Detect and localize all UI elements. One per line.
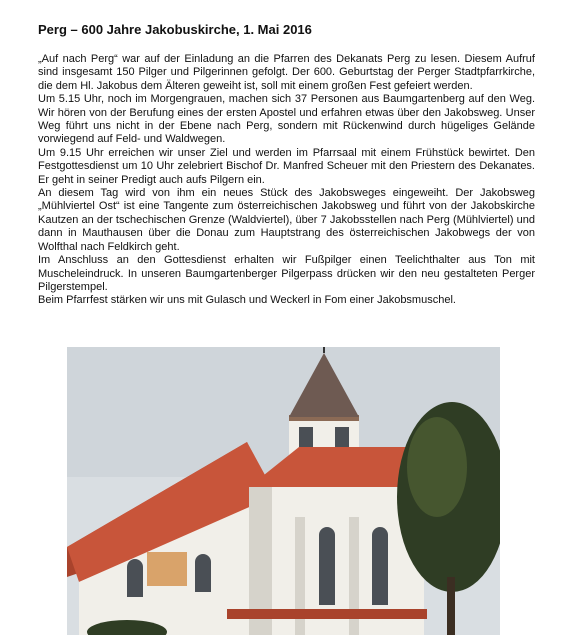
church-window — [127, 559, 143, 597]
church-photo — [67, 347, 500, 635]
paragraph: Beim Pfarrfest stärken wir uns mit Gulasch und Weckerl in Fom einer Jakobsmuschel. — [38, 294, 456, 307]
church-window — [195, 554, 211, 592]
church-window — [372, 527, 388, 605]
paragraph: Um 9.15 Uhr erreichen wir unser Ziel und werden im Pfarrsaal mit einem Frühstück bewirtet. Den Festgottesdienst um 10 Uhr zelebriert Bischof Dr. Manfred Scheuer mit den Priestern des Dekanates. Er geht in seiner Predigt auch aufs Pilgern ein. — [38, 146, 535, 186]
paragraph: „Auf nach Perg“ war auf der Einladung an die Pfarren des Dekanats Perg zu lesen. Diesem Aufruf sind insgesamt 150 Pilger und Pilgerinnen gefolgt. Der 600. Geburtstag der Perger Stadtpfarrkirche, die dem Hl. Jakobus dem Älteren geweiht ist, soll mit einem großen Fest gefeiert werden. — [38, 53, 535, 92]
tree-crown-light — [407, 417, 467, 517]
sundial-painting — [147, 552, 187, 586]
tower-window — [335, 427, 349, 449]
document-body — [38, 53, 535, 308]
paragraph: Im Anschluss an den Gottesdienst erhalten wir Fußpilger einen Teelichthalter aus Ton mit Muscheleindruck. In unseren Baumgartenberger Pilgerpass drücken wir den neu gestalteten Perger Pilgerstempel. — [38, 254, 535, 293]
document-title: Perg – 600 Jahre Jakobuskirche, 1. Mai 2016 — [38, 22, 312, 37]
tower-window — [299, 427, 313, 449]
porch-roof — [227, 609, 427, 619]
paragraph: An diesem Tag wird von ihm ein neues Stück des Jakobsweges eingeweiht. Der Jakobsweg „Mühlviertel Ost“ ist eine Tangente zum österreichischen Jakobsweg und führt von der Jakobskirche Kautzen an der tschechischen Grenze (Waldviertel), über 7 Jakobsstellen nach Perg (Mühlviertel) und dann in Mauthausen über die Donau zum Hauptstrang des österreichischen Jakobwegs der von Wolfthal nach Feldkirch geht. — [38, 187, 535, 253]
church-illustration — [67, 347, 500, 635]
paragraph: Um 5.15 Uhr, noch im Morgengrauen, machen sich 37 Personen aus Baumgartenberg auf den Weg. Wir hören von der Berufung eines der ersten Apostel und erfahren etwas über den Jakobsweg. Unser Weg führt uns nicht in der Ebene nach Perg, sondern mit Rückenwind durch hügeliges Gelände vorwiegend auf Feld- und Waldwegen. — [38, 93, 535, 146]
church-window — [319, 527, 335, 605]
tree-trunk — [447, 577, 455, 635]
